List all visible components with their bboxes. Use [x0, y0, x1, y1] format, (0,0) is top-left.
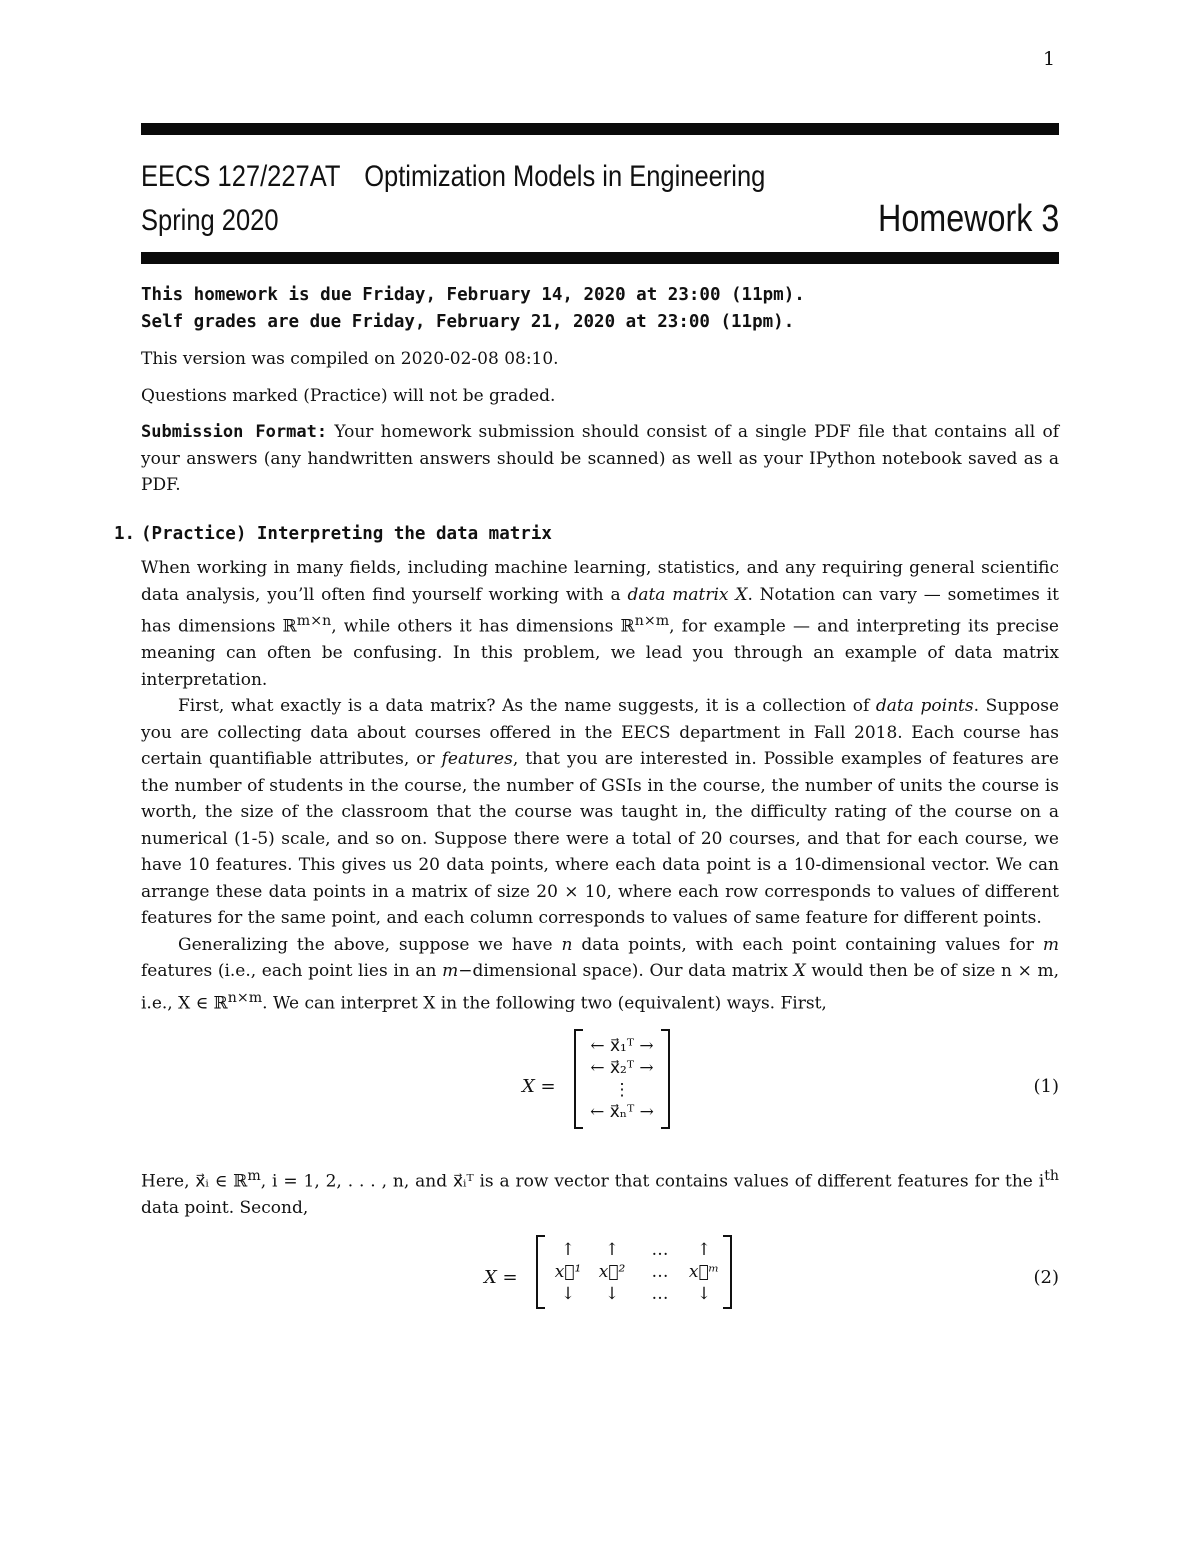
matrix-row: ← x⃗₁ᵀ →: [590, 1035, 654, 1056]
up-arrow-icon: ↑: [696, 1240, 712, 1261]
ellipsis: …: [651, 1240, 669, 1261]
p3-var-m2: m: [442, 961, 459, 982]
practice-note: Questions marked (Practice) will not be graded.: [141, 385, 556, 406]
ellipsis: …: [651, 1284, 669, 1305]
matrix-row: ⋮: [613, 1079, 631, 1100]
term: Spring 2020: [141, 204, 279, 237]
p4-text-b: , i = 1, 2, . . . , n, and x⃗ᵢᵀ is a row vector that contains values of different features for the i: [260, 1171, 1045, 1192]
header-top-rule: [141, 123, 1059, 135]
compiled-note: This version was compiled on 2020-02-08 08:10.: [141, 349, 559, 369]
p1-sup-1: m×n: [296, 613, 332, 629]
p3-var-n: n: [561, 934, 573, 955]
header-term-line: [141, 198, 1059, 248]
matrix-row: [546, 1239, 722, 1261]
page-number: 1: [1043, 48, 1056, 70]
equation-2-lhs: X =: [484, 1267, 518, 1289]
p4-text-a: Here, x⃗ᵢ ∈ ℝ: [141, 1171, 248, 1192]
p1-emphasis: data matrix X: [627, 584, 748, 605]
document-body: [114, 282, 1060, 1325]
header-title-line: [141, 160, 921, 194]
p1-sup-2: n×m: [634, 613, 670, 629]
down-arrow-icon: ↓: [560, 1284, 576, 1305]
course-title: Optimization Models in Engineering: [364, 160, 766, 193]
p3-var-m: m: [1042, 934, 1059, 955]
p1-text-b: . Notation can vary — sometimes it has dimensions ℝ: [141, 584, 1060, 637]
matrix-row: [546, 1261, 722, 1283]
column-vector: x⃗²: [598, 1262, 626, 1283]
down-arrow-icon: ↓: [696, 1284, 712, 1305]
course-code: EECS 127/227AT: [141, 160, 341, 193]
p4-sup: m: [247, 1167, 261, 1184]
paragraph-4: [141, 1163, 1059, 1222]
p2-text-c: , that you are interested in. Possible examples of features are the number of students in the course, the number of GSIs in the course, the number of units the course is worth, the size of the classroom that the course was taught in, the difficulty rating of the course on a numerical (1-5) scale, and so on. Suppose there were a total of 20 courses, and that for each course, we have 10 features. This gives us 20 data points, where each data point is a 10-dimensional vector. We can arrange these data points in a matrix of size 20 × 10, where each row corresponds to values of different features for the same point, and each column corresponds to values of same feature for different points.: [141, 749, 1059, 929]
matrix-row: [546, 1283, 722, 1305]
due-date-line: This homework is due Friday, February 14, 2020 at 23:00 (11pm).: [141, 285, 805, 305]
p3-text-e: would then be of size n × m, i.e., X ∈ ℝ: [141, 961, 1059, 1014]
submission-label: Submission Format:: [141, 422, 328, 442]
equation-2: [141, 1235, 1059, 1325]
p3-text-d: −dimensional space). Our data matrix: [458, 961, 794, 982]
p3-text-b: data points, with each point containing values for: [572, 934, 1043, 955]
paragraph-1: [141, 555, 1059, 693]
p3-text-c: features (i.e., each point lies in an: [141, 961, 443, 982]
p2-emphasis-2: features: [441, 749, 513, 770]
p2-text-b: . Suppose you are collecting data about courses offered in the EECS department in Fall 2018. Each course has certain quantifiable attributes, or: [141, 696, 1060, 770]
p2-emphasis-1: data points: [875, 696, 974, 717]
self-grade-due-line: Self grades are due Friday, February 21, 2020 at 23:00 (11pm).: [141, 312, 795, 332]
equation-2-number: (2): [1033, 1267, 1059, 1289]
down-arrow-icon: ↓: [604, 1284, 620, 1305]
ellipsis: …: [651, 1262, 669, 1283]
equation-1: [141, 1029, 1059, 1153]
submission-format: [141, 419, 1059, 499]
p4-text-c: data point. Second,: [141, 1197, 309, 1218]
question-1-title: [114, 521, 1059, 548]
question-number: 1.: [114, 523, 136, 544]
question-title-text: (Practice) Interpreting the data matrix: [141, 523, 552, 544]
assignment-title: Homework 3: [877, 198, 1059, 240]
equation-2-matrix: [536, 1235, 732, 1309]
p2-text-a: First, what exactly is a data matrix? As the name suggests, it is a collection of: [178, 696, 876, 717]
equation-1-lhs: X =: [522, 1075, 556, 1097]
paragraph-2: [141, 693, 1059, 932]
column-vector: x⃗ᵐ: [688, 1262, 720, 1283]
submission-text: Your homework submission should consist of a single PDF file that contains all of your answers (any handwritten answers should be scanned) as well as your IPython notebook saved as a PDF.: [141, 422, 1060, 495]
p4-sup-2: th: [1044, 1167, 1059, 1184]
paragraph-3: [141, 932, 1059, 1017]
up-arrow-icon: ↑: [560, 1240, 576, 1261]
equation-1-number: (1): [1033, 1075, 1059, 1097]
up-arrow-icon: ↑: [604, 1240, 620, 1261]
p1-text-c: , while others it has dimensions ℝ: [331, 616, 635, 637]
p3-sup: n×m: [227, 989, 263, 1006]
question-1: [114, 521, 1060, 1326]
column-vector: x⃗¹: [554, 1262, 582, 1283]
matrix-row: ← x⃗₂ᵀ →: [590, 1057, 654, 1078]
p3-var-x: X: [793, 961, 806, 982]
p3-text-f: . We can interpret X in the following two (equivalent) ways. First,: [262, 993, 827, 1014]
p1-text-a: When working in many fields, including machine learning, statistics, and any requiring general scientific data analysis, you’ll often find yourself working with a: [141, 558, 1059, 605]
equation-1-matrix: [574, 1029, 670, 1129]
matrix-row: ← x⃗ₙᵀ →: [590, 1101, 654, 1122]
p3-text-a: Generalizing the above, suppose we have: [178, 934, 562, 955]
header-bottom-rule: [141, 252, 1059, 264]
p1-text-d: , for example — and interpreting its precise meaning can often be confusing. In this problem, we lead you through an example of data matrix interpretation.: [141, 616, 1059, 690]
